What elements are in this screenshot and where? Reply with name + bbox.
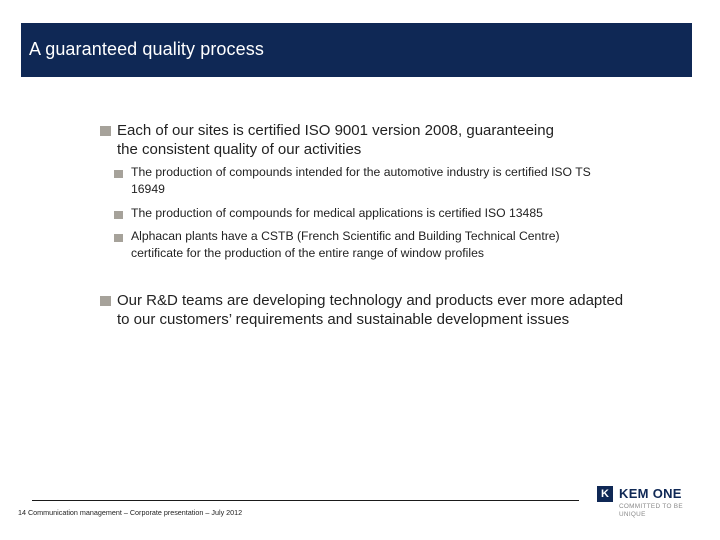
title-bar <box>21 23 692 77</box>
sub-bullet-square <box>114 170 123 178</box>
bullet-1-text <box>117 121 554 159</box>
company-logo-tagline <box>619 503 683 518</box>
sub-bullet-1-line-2: 16949 <box>131 181 165 196</box>
sub-bullet-2-text <box>131 205 543 222</box>
logo-tagline-1: COMMITTED TO BE <box>619 503 683 510</box>
company-logo-wordmark: KEM ONE <box>619 486 682 501</box>
bullet-2-line-1: Our R&D teams are developing technology and products ever more adapted <box>117 292 624 309</box>
sub-bullet-3-text <box>131 228 560 261</box>
bullet-square <box>100 126 111 136</box>
bullet-1-line-2: the consistent quality of our activities <box>117 141 362 158</box>
bullet-2-text <box>117 291 623 329</box>
sub-bullet-3-line-2: certificate for the production of the entire range of window profiles <box>131 245 484 260</box>
bullet-2-line-2: to our customers’ requirements and sustainable development issues <box>117 311 570 328</box>
sub-bullet-square <box>114 234 123 242</box>
sub-bullet-1-line-1: The production of compounds intended for the automotive industry is certified ISO TS <box>131 165 591 179</box>
bullet-1-line-1: Each of our sites is certified ISO 9001 version 2008, guaranteeing <box>117 122 554 139</box>
logo-tagline-2: UNIQUE <box>619 510 646 518</box>
sub-bullet-1-text <box>131 164 591 197</box>
page-title: A guaranteed quality process <box>29 39 264 59</box>
company-logo-mark: K <box>597 486 613 502</box>
sub-bullet-2-line-1: The production of compounds for medical applications is certified ISO 13485 <box>131 206 543 220</box>
footer-divider <box>32 500 579 501</box>
sub-bullet-square <box>114 211 123 219</box>
sub-bullet-3-line-1: Alphacan plants have a CSTB (French Scientific and Building Technical Centre) <box>131 229 560 243</box>
bullet-square <box>100 296 111 306</box>
footer-text: 14 Communication management – Corporate presentation – July 2012 <box>18 508 243 517</box>
